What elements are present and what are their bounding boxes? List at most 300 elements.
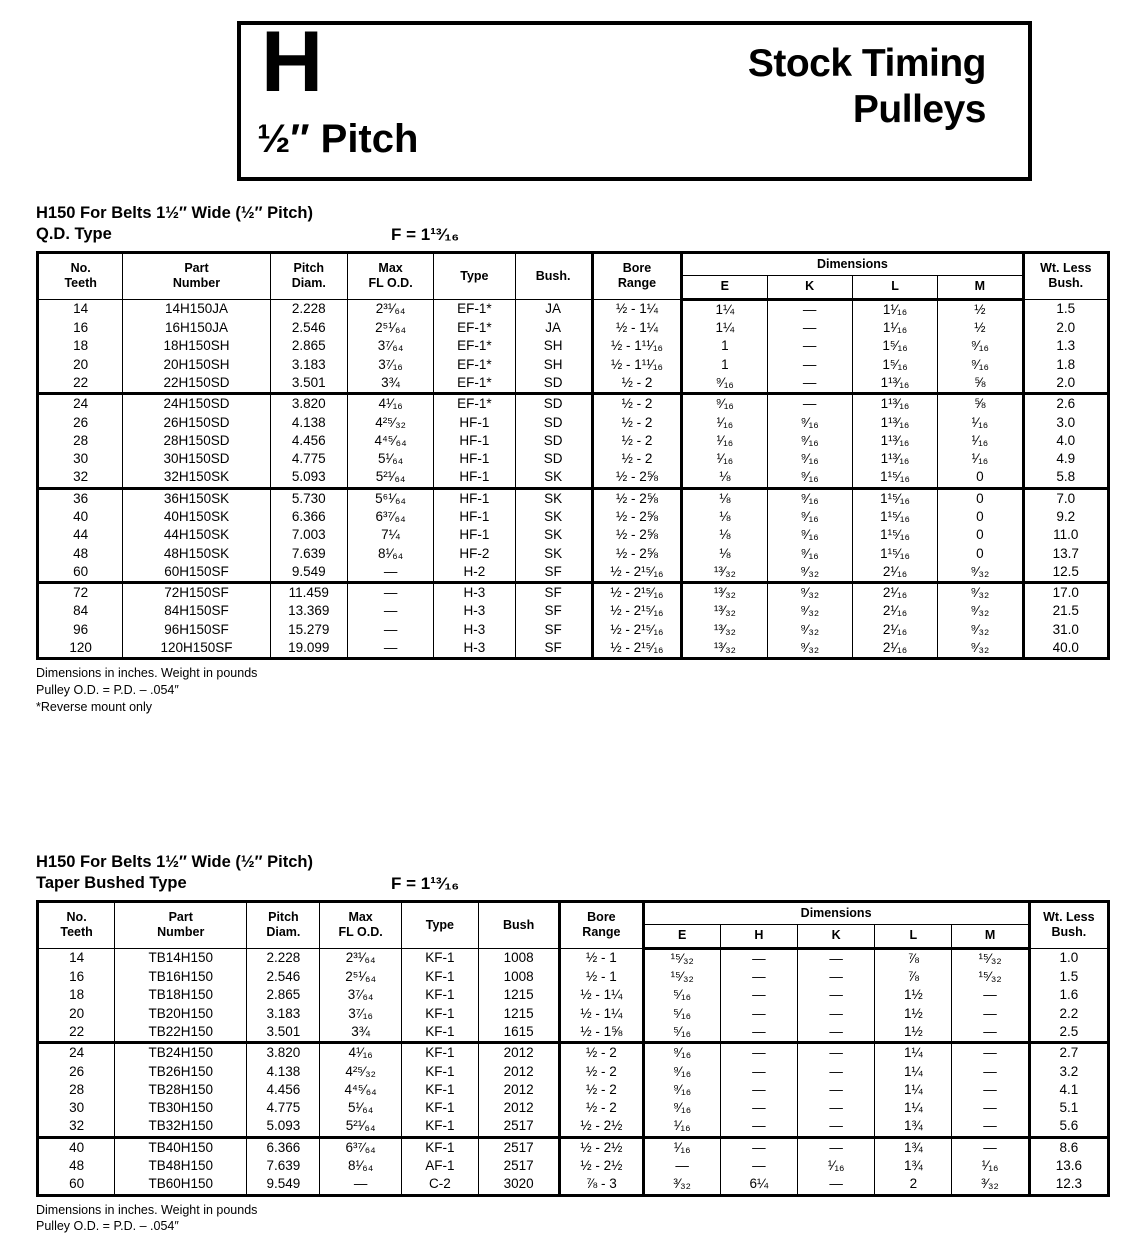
table-row <box>38 602 1109 620</box>
cell-k: ⁹⁄₁₆ <box>767 468 852 488</box>
cell-teeth: 48 <box>38 545 123 563</box>
th-pitch-diam: Pitch Diam. <box>270 253 347 300</box>
cell-bore: ½ - 2⅝ <box>592 508 681 526</box>
taper-bushed-spec-table <box>36 900 1110 1196</box>
cell-e: ¹⁵⁄₃₂ <box>643 968 720 986</box>
cell-bush: SD <box>515 414 592 432</box>
cell-part: 18H150SH <box>123 337 270 355</box>
cell-wt: 4.9 <box>1023 450 1108 468</box>
cell-wt: 21.5 <box>1023 602 1108 620</box>
cell-pitch: 3.820 <box>247 1043 320 1063</box>
table-row <box>38 1023 1109 1043</box>
cell-l: 1¼ <box>875 1063 952 1081</box>
cell-m: ½ <box>938 319 1023 337</box>
cell-pitch: 13.369 <box>270 602 347 620</box>
cell-wt: 2.7 <box>1029 1043 1108 1063</box>
cell-k: ⁹⁄₁₆ <box>767 488 852 508</box>
table2-f-value: F = 1¹³⁄₁₆ <box>391 874 460 894</box>
cell-maxfl: — <box>347 583 433 603</box>
table1-notes <box>36 665 1110 715</box>
cell-k: — <box>767 356 852 374</box>
cell-part: 60H150SF <box>123 563 270 583</box>
cell-part: 14H150JA <box>123 299 270 319</box>
cell-k: — <box>798 1063 875 1081</box>
cell-bore: ½ - 1⅝ <box>560 1023 643 1043</box>
cell-h: — <box>720 1063 797 1081</box>
cell-m: ¹⁄₁₆ <box>952 1157 1029 1175</box>
cell-part: TB40H150 <box>115 1137 247 1157</box>
cell-l: 1¹³⁄₁₆ <box>852 450 937 468</box>
cell-l: ⅞ <box>875 968 952 986</box>
table-row <box>38 1043 1109 1063</box>
cell-h: — <box>720 1023 797 1043</box>
th-type: Type <box>434 253 515 300</box>
cell-l: 1¹³⁄₁₆ <box>852 374 937 394</box>
cell-l: 1¹⁵⁄₁₆ <box>852 488 937 508</box>
cell-bore: ½ - 2 <box>560 1043 643 1063</box>
cell-bore: ½ - 2 <box>592 450 681 468</box>
masthead-title-line2: Pulleys <box>852 88 986 132</box>
cell-type: KF-1 <box>401 1081 478 1099</box>
section-taper-bushed-type <box>36 852 1110 1235</box>
cell-type: C-2 <box>401 1175 478 1195</box>
masthead-series-letter: H <box>261 14 323 110</box>
cell-pitch: 4.775 <box>270 450 347 468</box>
cell-wt: 2.0 <box>1023 319 1108 337</box>
cell-l: 2¹⁄₁₆ <box>852 563 937 583</box>
note-line: Dimensions in inches. Weight in pounds <box>36 666 258 681</box>
cell-k: ⁹⁄₁₆ <box>767 526 852 544</box>
cell-bush: 2012 <box>478 1099 559 1117</box>
cell-pitch: 3.183 <box>270 356 347 374</box>
cell-wt: 3.2 <box>1029 1063 1108 1081</box>
table-row <box>38 508 1109 526</box>
table-row <box>38 450 1109 468</box>
cell-m: 0 <box>938 488 1023 508</box>
cell-teeth: 28 <box>38 1081 115 1099</box>
cell-k: ⁹⁄₃₂ <box>767 639 852 659</box>
cell-part: 84H150SF <box>123 602 270 620</box>
th-dim-l: L <box>852 276 937 299</box>
cell-bush: 3020 <box>478 1175 559 1195</box>
cell-maxfl: 4⁴⁵⁄₆₄ <box>347 432 433 450</box>
cell-e: ⅛ <box>682 526 767 544</box>
cell-type: KF-1 <box>401 1099 478 1117</box>
cell-wt: 12.3 <box>1029 1175 1108 1195</box>
cell-maxfl: 2⁵¹⁄₆₄ <box>347 319 433 337</box>
cell-teeth: 20 <box>38 1005 115 1023</box>
cell-m: ¹⁄₁₆ <box>938 414 1023 432</box>
cell-teeth: 44 <box>38 526 123 544</box>
cell-wt: 5.1 <box>1029 1099 1108 1117</box>
cell-type: H-2 <box>434 563 515 583</box>
cell-pitch: 2.865 <box>270 337 347 355</box>
cell-k: ⁹⁄₁₆ <box>767 414 852 432</box>
cell-pitch: 2.228 <box>247 948 320 968</box>
cell-bush: 2012 <box>478 1043 559 1063</box>
cell-bush: 2517 <box>478 1157 559 1175</box>
cell-bore: ½ - 1¹¹⁄₁₆ <box>592 356 681 374</box>
cell-wt: 2.5 <box>1029 1023 1108 1043</box>
cell-bore: ½ - 2 <box>592 394 681 414</box>
cell-l: 1¹³⁄₁₆ <box>852 394 937 414</box>
cell-teeth: 60 <box>38 1175 115 1195</box>
cell-k: — <box>798 1137 875 1157</box>
th2-max-fl-od: Max FL O.D. <box>320 902 401 949</box>
cell-pitch: 6.366 <box>270 508 347 526</box>
cell-l: 1¹³⁄₁₆ <box>852 432 937 450</box>
masthead-title-line1: Stock Timing <box>747 42 986 85</box>
cell-e: ⁹⁄₁₆ <box>682 374 767 394</box>
table-row <box>38 414 1109 432</box>
cell-bush: 2517 <box>478 1117 559 1137</box>
cell-bore: ½ - 1¼ <box>592 319 681 337</box>
cell-pitch: 3.501 <box>270 374 347 394</box>
cell-h: — <box>720 1081 797 1099</box>
cell-e: ¹⁄₁₆ <box>643 1117 720 1137</box>
cell-bush: 1615 <box>478 1023 559 1043</box>
cell-teeth: 18 <box>38 337 123 355</box>
cell-part: TB30H150 <box>115 1099 247 1117</box>
cell-pitch: 6.366 <box>247 1137 320 1157</box>
cell-e: 1¼ <box>682 319 767 337</box>
cell-l: 1¾ <box>875 1117 952 1137</box>
cell-m: ⁹⁄₃₂ <box>938 639 1023 659</box>
cell-maxfl: 3⁷⁄₁₆ <box>347 356 433 374</box>
cell-teeth: 96 <box>38 621 123 639</box>
cell-e: ⁹⁄₁₆ <box>643 1043 720 1063</box>
table-row <box>38 468 1109 488</box>
cell-type: HF-1 <box>434 432 515 450</box>
cell-type: HF-1 <box>434 508 515 526</box>
masthead-banner <box>237 14 1032 181</box>
cell-k: ⁹⁄₃₂ <box>767 563 852 583</box>
cell-maxfl: 8¹⁄₆₄ <box>347 545 433 563</box>
cell-wt: 40.0 <box>1023 639 1108 659</box>
cell-part: 16H150JA <box>123 319 270 337</box>
cell-pitch: 2.546 <box>247 968 320 986</box>
cell-part: TB28H150 <box>115 1081 247 1099</box>
cell-k: — <box>767 337 852 355</box>
cell-e: ⁹⁄₁₆ <box>643 1081 720 1099</box>
cell-pitch: 4.138 <box>270 414 347 432</box>
cell-pitch: 7.639 <box>270 545 347 563</box>
cell-maxfl: — <box>347 602 433 620</box>
cell-maxfl: 3¾ <box>347 374 433 394</box>
cell-e: ¹³⁄₃₂ <box>682 639 767 659</box>
cell-maxfl: 4¹⁄₁₆ <box>347 394 433 414</box>
cell-l: 1¹³⁄₁₆ <box>852 414 937 432</box>
masthead-title <box>748 41 986 133</box>
cell-e: ⁹⁄₁₆ <box>643 1063 720 1081</box>
cell-h: — <box>720 1043 797 1063</box>
cell-l: 1⁵⁄₁₆ <box>852 337 937 355</box>
cell-wt: 4.0 <box>1023 432 1108 450</box>
cell-e: ⁵⁄₁₆ <box>643 1023 720 1043</box>
section-qd-type <box>36 203 1110 715</box>
cell-part: 28H150SD <box>123 432 270 450</box>
table2-header-row-top <box>38 902 1109 925</box>
cell-l: 1¼ <box>875 1043 952 1063</box>
cell-k: — <box>798 1005 875 1023</box>
cell-pitch: 2.546 <box>270 319 347 337</box>
cell-m: — <box>952 1023 1029 1043</box>
cell-bore: ½ - 2⅝ <box>592 488 681 508</box>
cell-wt: 1.6 <box>1029 986 1108 1004</box>
cell-bush: SK <box>515 526 592 544</box>
th2-bore-range: Bore Range <box>560 902 643 949</box>
cell-pitch: 7.639 <box>247 1157 320 1175</box>
cell-e: ¹³⁄₃₂ <box>682 583 767 603</box>
table-row <box>38 319 1109 337</box>
cell-maxfl: — <box>347 621 433 639</box>
cell-bush: SK <box>515 488 592 508</box>
cell-k: ⁹⁄₁₆ <box>767 450 852 468</box>
cell-m: ⁹⁄₃₂ <box>938 621 1023 639</box>
th-no-teeth: No. Teeth <box>38 253 123 300</box>
cell-teeth: 14 <box>38 299 123 319</box>
cell-bore: ½ - 2⅝ <box>592 526 681 544</box>
cell-part: 120H150SF <box>123 639 270 659</box>
th2-part-number: Part Number <box>115 902 247 949</box>
cell-type: KF-1 <box>401 1137 478 1157</box>
cell-h: — <box>720 986 797 1004</box>
cell-l: 1½ <box>875 1023 952 1043</box>
cell-bore: ½ - 2⅝ <box>592 468 681 488</box>
cell-wt: 1.5 <box>1023 299 1108 319</box>
table-row <box>38 1137 1109 1157</box>
th2-dim-h: H <box>720 925 797 948</box>
cell-k: — <box>798 1043 875 1063</box>
cell-bush: SD <box>515 374 592 394</box>
qd-type-spec-table <box>36 251 1110 660</box>
cell-part: TB16H150 <box>115 968 247 986</box>
cell-bush: 2012 <box>478 1081 559 1099</box>
cell-wt: 11.0 <box>1023 526 1108 544</box>
cell-pitch: 3.183 <box>247 1005 320 1023</box>
cell-pitch: 4.138 <box>247 1063 320 1081</box>
cell-pitch: 11.459 <box>270 583 347 603</box>
cell-maxfl: — <box>320 1175 401 1195</box>
cell-e: — <box>643 1157 720 1175</box>
cell-bush: SD <box>515 394 592 414</box>
cell-pitch: 5.093 <box>247 1117 320 1137</box>
cell-type: EF-1* <box>434 319 515 337</box>
cell-bore: ½ - 2¹⁵⁄₁₆ <box>592 563 681 583</box>
cell-wt: 5.6 <box>1029 1117 1108 1137</box>
cell-e: ⅛ <box>682 545 767 563</box>
cell-h: — <box>720 948 797 968</box>
cell-wt: 5.8 <box>1023 468 1108 488</box>
cell-e: ⅛ <box>682 488 767 508</box>
cell-l: ⅞ <box>875 948 952 968</box>
cell-m: ³⁄₃₂ <box>952 1175 1029 1195</box>
cell-h: — <box>720 1137 797 1157</box>
cell-part: TB48H150 <box>115 1157 247 1175</box>
cell-wt: 9.2 <box>1023 508 1108 526</box>
cell-e: ⁹⁄₁₆ <box>643 1099 720 1117</box>
th2-bush: Bush <box>478 902 559 949</box>
cell-k: — <box>767 374 852 394</box>
table-row <box>38 299 1109 319</box>
cell-k: — <box>798 968 875 986</box>
cell-teeth: 36 <box>38 488 123 508</box>
cell-e: ¹⁵⁄₃₂ <box>643 948 720 968</box>
cell-part: TB22H150 <box>115 1023 247 1043</box>
cell-teeth: 20 <box>38 356 123 374</box>
cell-bush: 1215 <box>478 986 559 1004</box>
cell-l: 1¹⁵⁄₁₆ <box>852 545 937 563</box>
th-dimensions-group: Dimensions <box>682 253 1023 276</box>
cell-l: 1¹⁵⁄₁₆ <box>852 508 937 526</box>
cell-part: 24H150SD <box>123 394 270 414</box>
cell-maxfl: 5¹⁄₆₄ <box>320 1099 401 1117</box>
cell-pitch: 5.093 <box>270 468 347 488</box>
cell-e: ¹³⁄₃₂ <box>682 621 767 639</box>
cell-part: 44H150SK <box>123 526 270 544</box>
cell-part: 72H150SF <box>123 583 270 603</box>
cell-bush: 1008 <box>478 968 559 986</box>
cell-wt: 31.0 <box>1023 621 1108 639</box>
cell-m: ⅝ <box>938 374 1023 394</box>
cell-bush: SF <box>515 639 592 659</box>
cell-m: ¹⁵⁄₃₂ <box>952 948 1029 968</box>
table2-notes <box>36 1202 1110 1235</box>
cell-bore: ½ - 1 <box>560 968 643 986</box>
cell-bush: 2012 <box>478 1063 559 1081</box>
table-row <box>38 1117 1109 1137</box>
cell-bush: SK <box>515 508 592 526</box>
cell-k: ⁹⁄₁₆ <box>767 432 852 450</box>
cell-bore: ½ - 2¹⁵⁄₁₆ <box>592 639 681 659</box>
cell-k: — <box>798 986 875 1004</box>
cell-h: — <box>720 968 797 986</box>
cell-bore: ⅞ - 3 <box>560 1175 643 1195</box>
cell-m: ¹⁄₁₆ <box>938 432 1023 450</box>
cell-type: KF-1 <box>401 1043 478 1063</box>
cell-type: KF-1 <box>401 986 478 1004</box>
cell-teeth: 30 <box>38 1099 115 1117</box>
th2-dimensions-group: Dimensions <box>643 902 1029 925</box>
cell-e: ³⁄₃₂ <box>643 1175 720 1195</box>
cell-part: TB26H150 <box>115 1063 247 1081</box>
table2-title-line1: H150 For Belts 1½″ Wide (½″ Pitch) <box>36 853 313 871</box>
cell-teeth: 16 <box>38 968 115 986</box>
cell-e: ¹⁄₁₆ <box>682 432 767 450</box>
cell-m: ¹⁄₁₆ <box>938 450 1023 468</box>
table-row <box>38 986 1109 1004</box>
cell-part: TB20H150 <box>115 1005 247 1023</box>
table-row <box>38 583 1109 603</box>
cell-bore: ½ - 2 <box>560 1063 643 1081</box>
table-row <box>38 432 1109 450</box>
cell-part: 36H150SK <box>123 488 270 508</box>
cell-m: 0 <box>938 545 1023 563</box>
table2-body <box>38 948 1109 1195</box>
cell-pitch: 5.730 <box>270 488 347 508</box>
th-bush: Bush. <box>515 253 592 300</box>
cell-bore: ½ - 2 <box>592 374 681 394</box>
cell-m: ⁹⁄₃₂ <box>938 563 1023 583</box>
cell-type: HF-1 <box>434 526 515 544</box>
cell-l: 2¹⁄₁₆ <box>852 602 937 620</box>
cell-l: 2¹⁄₁₆ <box>852 639 937 659</box>
cell-part: TB32H150 <box>115 1117 247 1137</box>
cell-wt: 1.8 <box>1023 356 1108 374</box>
cell-e: ¹⁄₁₆ <box>643 1137 720 1157</box>
cell-pitch: 9.549 <box>270 563 347 583</box>
cell-k: ¹⁄₁₆ <box>798 1157 875 1175</box>
cell-part: TB14H150 <box>115 948 247 968</box>
cell-pitch: 19.099 <box>270 639 347 659</box>
cell-type: EF-1* <box>434 337 515 355</box>
th2-dim-m: M <box>952 925 1029 948</box>
table1-title-line2-row <box>36 224 1110 245</box>
cell-maxfl: 4²⁵⁄₃₂ <box>320 1063 401 1081</box>
cell-m: — <box>952 1081 1029 1099</box>
cell-k: ⁹⁄₃₂ <box>767 621 852 639</box>
cell-type: EF-1* <box>434 394 515 414</box>
cell-bush: 1215 <box>478 1005 559 1023</box>
cell-bush: JA <box>515 319 592 337</box>
cell-maxfl: 5¹⁄₆₄ <box>347 450 433 468</box>
cell-teeth: 72 <box>38 583 123 603</box>
th-dim-m: M <box>938 276 1023 299</box>
cell-bore: ½ - 2½ <box>560 1137 643 1157</box>
cell-m: — <box>952 1137 1029 1157</box>
cell-l: 2¹⁄₁₆ <box>852 621 937 639</box>
note-line: Pulley O.D. = P.D. – .054″ <box>36 1219 179 1234</box>
cell-teeth: 32 <box>38 1117 115 1137</box>
note-line: Dimensions in inches. Weight in pounds <box>36 1202 258 1217</box>
cell-pitch: 3.501 <box>247 1023 320 1043</box>
cell-m: — <box>952 1117 1029 1137</box>
cell-maxfl: 3⁷⁄₆₄ <box>347 337 433 355</box>
table-row <box>38 526 1109 544</box>
cell-bush: JA <box>515 299 592 319</box>
cell-bore: ½ - 2 <box>592 414 681 432</box>
cell-pitch: 4.456 <box>270 432 347 450</box>
cell-teeth: 26 <box>38 1063 115 1081</box>
cell-e: 1 <box>682 356 767 374</box>
cell-k: ⁹⁄₁₆ <box>767 508 852 526</box>
cell-teeth: 40 <box>38 1137 115 1157</box>
cell-bore: ½ - 2¹⁵⁄₁₆ <box>592 583 681 603</box>
cell-teeth: 30 <box>38 450 123 468</box>
table1-title-line1: H150 For Belts 1½″ Wide (½″ Pitch) <box>36 204 313 222</box>
cell-type: HF-1 <box>434 488 515 508</box>
cell-maxfl: 5⁶¹⁄₆₄ <box>347 488 433 508</box>
cell-bush: SF <box>515 563 592 583</box>
cell-m: 0 <box>938 526 1023 544</box>
cell-teeth: 22 <box>38 1023 115 1043</box>
cell-part: 40H150SK <box>123 508 270 526</box>
th-max-fl-od: Max FL O.D. <box>347 253 433 300</box>
th-dim-e: E <box>682 276 767 299</box>
cell-bore: ½ - 1 <box>560 948 643 968</box>
table-row <box>38 621 1109 639</box>
cell-l: 1½ <box>875 986 952 1004</box>
cell-wt: 2.6 <box>1023 394 1108 414</box>
cell-l: 1½ <box>875 1005 952 1023</box>
cell-e: ⁵⁄₁₆ <box>643 1005 720 1023</box>
cell-wt: 12.5 <box>1023 563 1108 583</box>
cell-part: 22H150SD <box>123 374 270 394</box>
cell-k: — <box>798 1081 875 1099</box>
cell-h: — <box>720 1157 797 1175</box>
cell-k: ⁹⁄₃₂ <box>767 583 852 603</box>
cell-l: 2 <box>875 1175 952 1195</box>
